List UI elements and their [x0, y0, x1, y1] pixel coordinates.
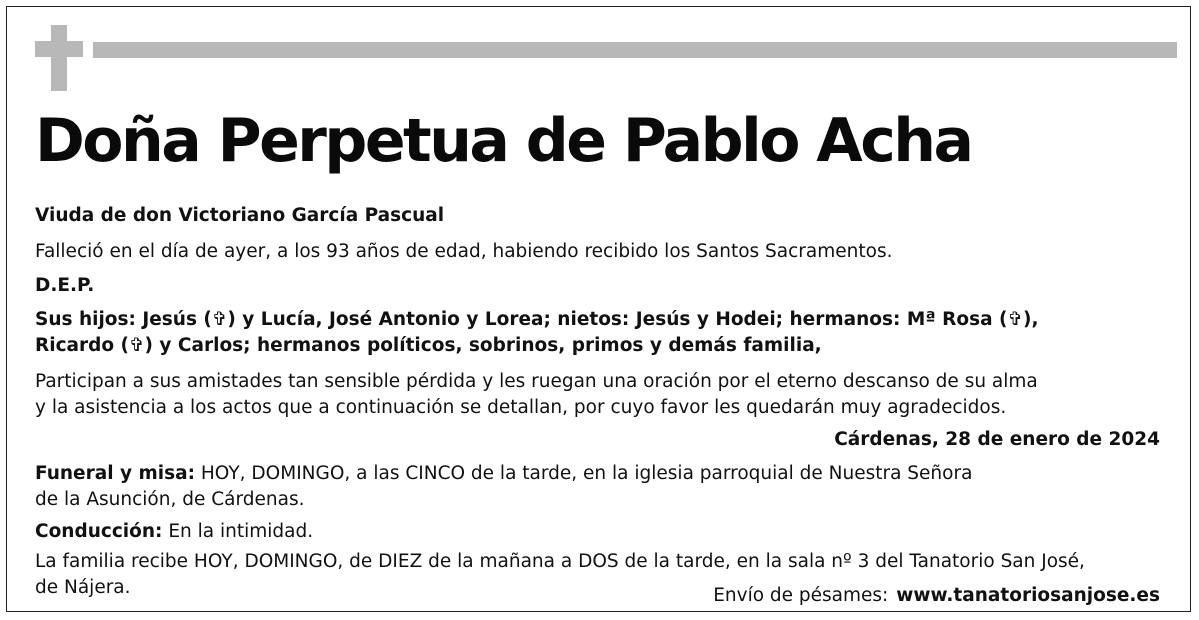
condolences-line — [713, 583, 1160, 609]
death-notice: Falleció en el día de ayer, a los 93 años de edad, habiendo recibido los Santos Sacramentos. — [35, 241, 893, 262]
cross-icon: ✞ — [1007, 309, 1023, 330]
place-date: Cárdenas, 28 de enero de 2024 — [834, 429, 1160, 450]
message-line-2: y la asistencia a los actos que a continuación se detallan, por cuyo favor les quedarán muy agradecidos. — [35, 397, 1007, 418]
funeral-line-2: de la Asunción, de Cárdenas. — [35, 489, 305, 510]
family-line-1: Sus hijos: Jesús (✞) y Lucía, José Antonio y Lorea; nietos: Jesús y Hodei; hermanos: Mª Rosa (✞), — [35, 309, 1039, 330]
conduccion-label: Conducción: — [35, 521, 163, 542]
reception-line-2: de Nájera. — [35, 577, 131, 598]
conduccion-line: Conducción: En la intimidad. — [35, 521, 314, 542]
reception-line-1: La familia recibe HOY, DOMINGO, de DIEZ de la mañana a DOS de la tarde, en la sala nº 3 del Tanatorio San José, — [35, 551, 1085, 572]
widow-subtitle: Viuda de don Victoriano García Pascual — [35, 205, 445, 226]
family-line-2: Ricardo (✞) y Carlos; hermanos políticos, sobrinos, primos y demás familia, — [35, 335, 822, 356]
message-line-1: Participan a sus amistades tan sensible pérdida y les ruegan una oración por el eterno descanso de su alma — [35, 371, 1038, 392]
latin-cross-icon — [35, 25, 83, 91]
header-rule — [93, 42, 1177, 58]
condolences-link[interactable]: www.tanatoriosanjose.es — [896, 585, 1160, 606]
cross-icon: ✞ — [129, 335, 145, 356]
funeral-label: Funeral y misa: — [35, 463, 196, 484]
rip-label: D.E.P. — [35, 275, 95, 296]
funeral-line-1: Funeral y misa: HOY, DOMINGO, a las CINCO de la tarde, en la iglesia parroquial de Nuestra Señora — [35, 463, 973, 484]
deceased-name: Doña Perpetua de Pablo Acha — [35, 106, 972, 176]
cross-icon: ✞ — [211, 309, 228, 330]
condolences-label: Envío de pésames: — [713, 585, 889, 606]
obituary-notice — [6, 6, 1191, 612]
